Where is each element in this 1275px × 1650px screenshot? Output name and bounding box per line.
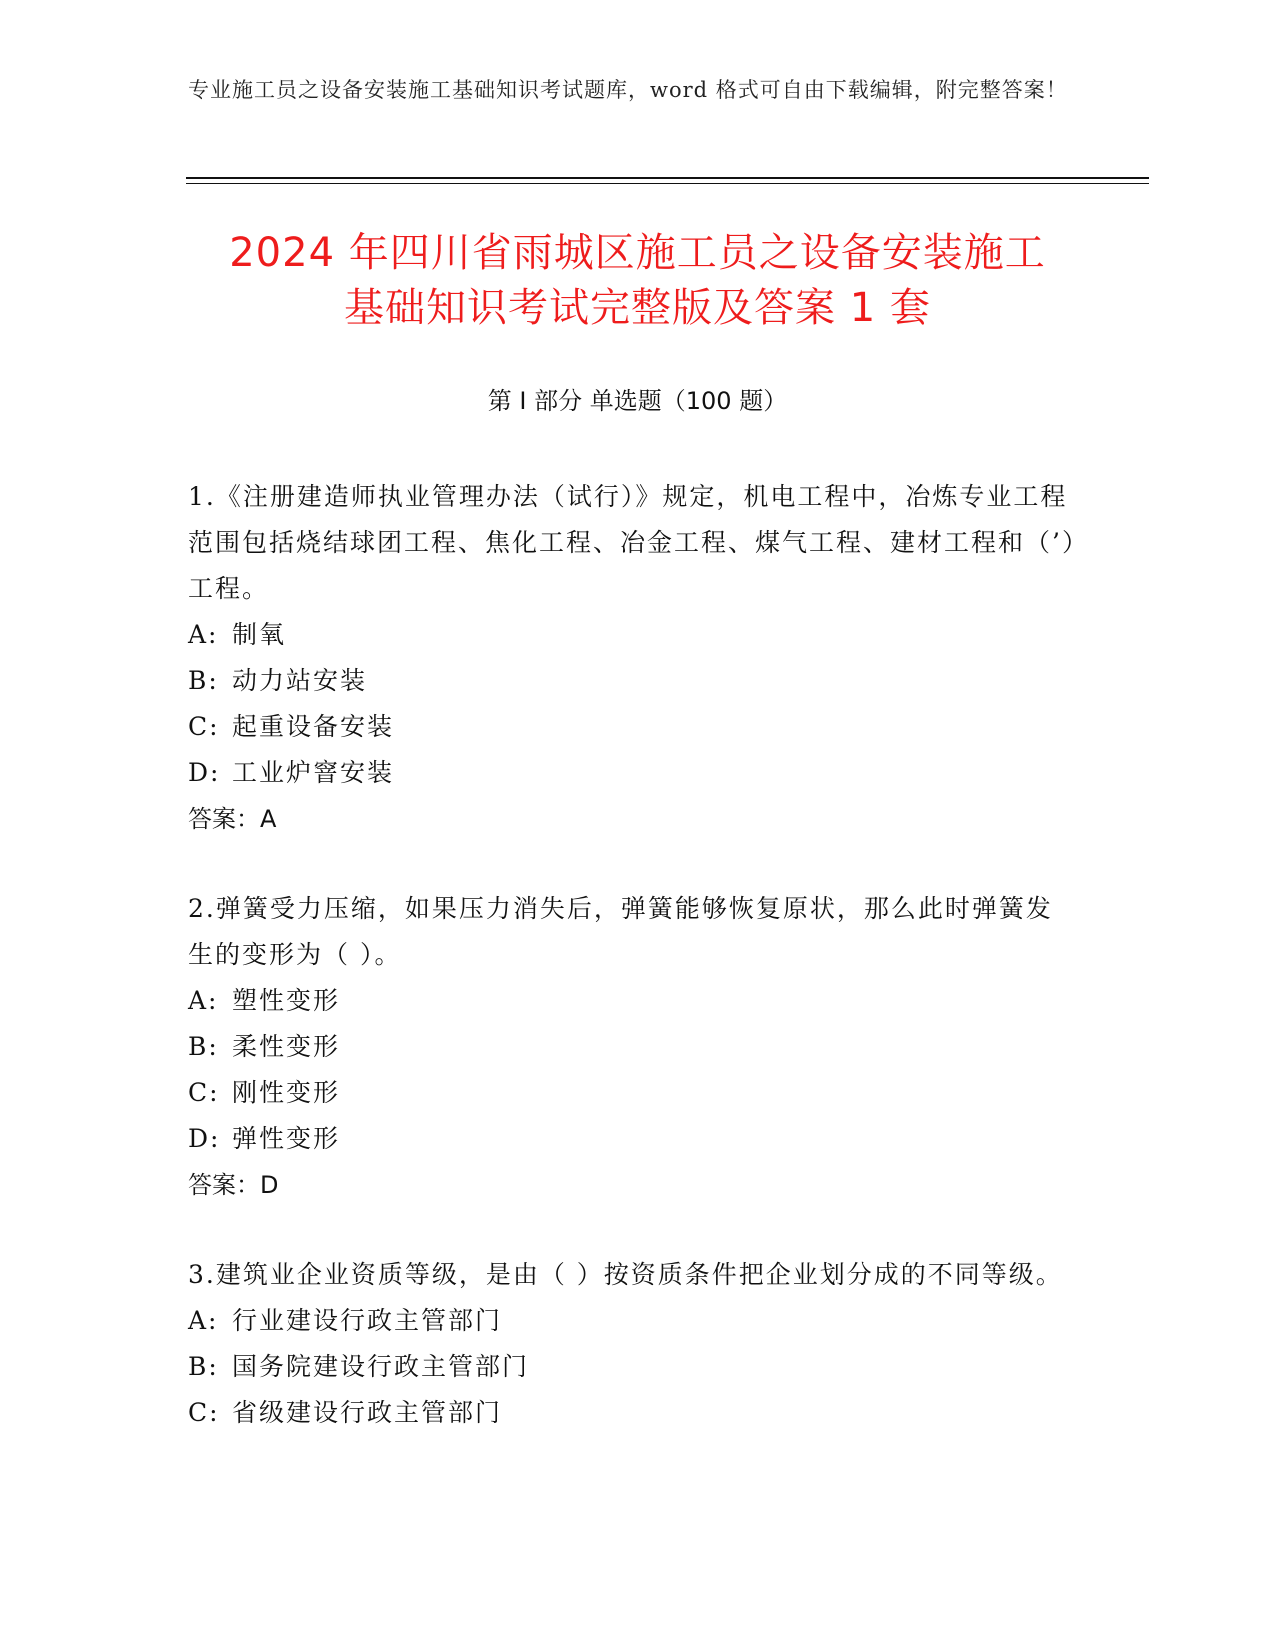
option-a — [188, 978, 1078, 1024]
option-letter: A: — [188, 620, 219, 649]
option-text: 行业建设行政主管部门 — [232, 1306, 503, 1335]
option-letter: A: — [188, 986, 219, 1015]
option-text: 起重设备安装 — [232, 712, 395, 741]
question-1 — [188, 474, 1078, 842]
option-a — [188, 612, 1078, 658]
question-stem: 1.《注册建造师执业管理办法（试行）》规定，机电工程中，冶炼专业工程范围包括烧结球团工程、焦化工程、冶金工程、煤气工程、建材工程和（’）工程。 — [188, 482, 1077, 603]
option-letter: D: — [188, 758, 221, 787]
answer-value: D — [260, 1171, 279, 1199]
option-letter: B: — [188, 666, 219, 695]
option-c — [188, 1070, 1078, 1116]
header-note: 专业施工员之设备安装施工基础知识考试题库，word 格式可自由下载编辑，附完整答案！ — [188, 78, 1068, 102]
answer-value: A — [260, 805, 277, 833]
option-letter: C: — [188, 1398, 220, 1427]
document-title — [150, 226, 1125, 336]
option-text: 柔性变形 — [232, 1032, 341, 1061]
option-letter: C: — [188, 1078, 220, 1107]
option-b — [188, 1344, 1078, 1390]
option-b — [188, 658, 1078, 704]
answer-label: 答案： — [188, 805, 260, 833]
document-title-line-1: 2024 年四川省雨城区施工员之设备安装施工 — [229, 230, 1046, 276]
header-divider-thin — [186, 183, 1149, 184]
option-c — [188, 704, 1078, 750]
option-letter: B: — [188, 1032, 219, 1061]
section-title: 第 I 部分 单选题（100 题） — [487, 387, 788, 415]
option-text: 刚性变形 — [232, 1078, 341, 1107]
option-d — [188, 1116, 1078, 1162]
question-stem: 3.建筑业企业资质等级，是由（ ）按资质条件把企业划分成的不同等级。 — [188, 1260, 1063, 1289]
option-text: 弹性变形 — [232, 1124, 341, 1153]
option-letter: B: — [188, 1352, 219, 1381]
option-d — [188, 750, 1078, 796]
option-text: 省级建设行政主管部门 — [232, 1398, 503, 1427]
question-list — [188, 474, 1078, 1480]
option-c — [188, 1390, 1078, 1436]
option-letter: D: — [188, 1124, 221, 1153]
option-text: 制氧 — [232, 620, 287, 649]
document-title-line-2: 基础知识考试完整版及答案 1 套 — [344, 285, 931, 331]
option-text: 国务院建设行政主管部门 — [232, 1352, 530, 1381]
answer-line — [188, 1162, 1078, 1208]
header-divider-thick — [186, 177, 1149, 179]
option-text: 动力站安装 — [232, 666, 368, 695]
answer-line — [188, 796, 1078, 842]
option-letter: A: — [188, 1306, 219, 1335]
option-b — [188, 1024, 1078, 1070]
option-letter: C: — [188, 712, 220, 741]
option-text: 塑性变形 — [232, 986, 341, 1015]
option-text: 工业炉窨安装 — [232, 758, 395, 787]
answer-label: 答案： — [188, 1171, 260, 1199]
question-stem: 2.弹簧受力压缩，如果压力消失后，弹簧能够恢复原状，那么此时弹簧发生的变形为（ ）。 — [188, 894, 1053, 969]
question-2 — [188, 886, 1078, 1208]
question-3 — [188, 1252, 1078, 1436]
option-a — [188, 1298, 1078, 1344]
